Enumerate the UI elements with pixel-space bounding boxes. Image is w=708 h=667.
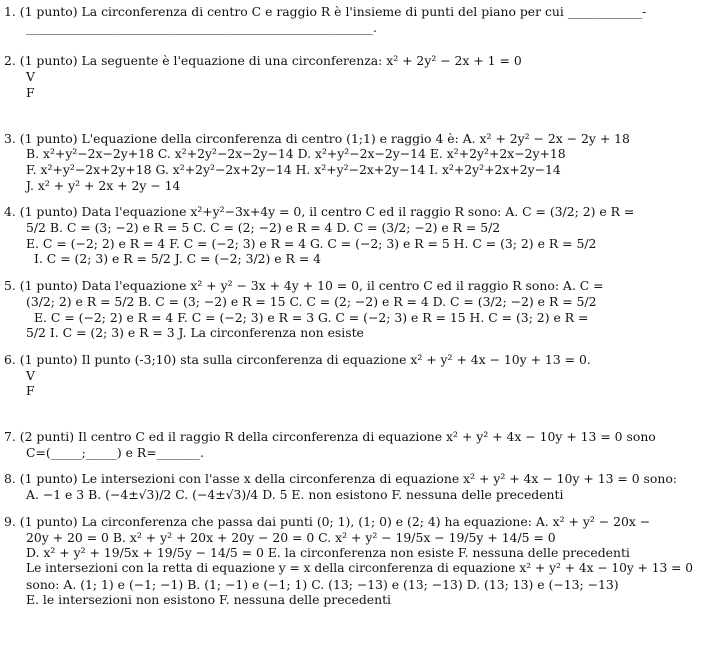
question-3-line-1: 3. (1 punto) L'equazione della circonferenza di centro (1;1) e raggio 4 è: A. x² + 2y² − 2x − 2y + 18: [4, 130, 630, 146]
question-4: [4, 204, 702, 267]
question-8-line-2: A. −1 e 3 B. (−4±√3)/2 C. (−4±√3)/4 D. 5 E. non esistono F. nessuna delle precedenti: [26, 487, 564, 503]
question-4-line-4: I. C = (2; 3) e R = 5/2 J. C = (−2; 3/2) e R = 4: [34, 251, 322, 267]
question-5-line-1: 5. (1 punto) Data l'equazione x² + y² − 3x + 4y + 10 = 0, il centro C ed il raggio R sono: A. C =: [4, 278, 604, 294]
question-9-line-6: E. le intersezioni non esistono F. nessuna delle precedenti: [26, 592, 392, 608]
question-2-option-true[interactable]: V: [26, 69, 35, 85]
question-9-line-2: 20y + 20 = 0 B. x² + y² + 20x + 20y − 20 = 0 C. x² + y² − 19/5x − 19/5y + 14/5 = 0: [26, 529, 556, 545]
question-3: [4, 131, 702, 194]
question-6-option-true[interactable]: V: [26, 367, 35, 383]
question-7-line-2: C=(_____;_____) e R=_______.: [26, 444, 204, 460]
question-2-option-false[interactable]: F: [26, 84, 35, 100]
question-7: [4, 429, 702, 460]
question-7-line-1: 7. (2 punti) Il centro C ed il raggio R della circonferenza di equazione x² + y² + 4x − 10y + 13 = 0 sono: [4, 429, 656, 445]
question-3-line-4: J. x² + y² + 2x + 2y − 14: [26, 177, 181, 193]
question-2-line-1: 2. (1 punto) La seguente è l'equazione di una circonferenza: x² + 2y² − 2x + 1 = 0: [4, 53, 522, 69]
question-9-line-5: sono: A. (1; 1) e (−1; −1) B. (1; −1) e (−1; 1) C. (13; −13) e (13; −13) D. (13; 13) e (−13; −13): [26, 576, 619, 592]
question-9-line-1: 9. (1 punto) La circonferenza che passa dai punti (0; 1), (1; 0) e (2; 4) ha equazione: A. x² + y² − 20x −: [4, 513, 651, 529]
question-8-line-1: 8. (1 punto) Le intersezioni con l'asse x della circonferenza di equazione x² + y² + 4x − 10y + 13 = 0 sono:: [4, 471, 677, 487]
question-5-line-3: E. C = (−2; 2) e R = 4 F. C = (−2; 3) e R = 3 G. C = (−2; 3) e R = 15 H. C = (3; 2) e R =: [34, 309, 589, 325]
question-1-line-1: 1. (1 punto) La circonferenza di centro C e raggio R è l'insieme di punti del piano per cui ____________-: [4, 4, 647, 19]
question-1: [4, 4, 702, 35]
question-6: [4, 352, 702, 368]
question-6-line-1: 6. (1 punto) Il punto (-3;10) sta sulla circonferenza di equazione x² + y² + 4x − 10y + 13 = 0.: [4, 351, 591, 367]
question-4-line-1: 4. (1 punto) Data l'equazione x²+y²−3x+4y = 0, il centro C ed il raggio R sono: A. C = (3/2; 2) e R =: [4, 204, 635, 220]
question-2: [4, 53, 702, 69]
question-5-line-4: 5/2 I. C = (2; 3) e R = 3 J. La circonferenza non esiste: [26, 325, 364, 341]
question-8: [4, 471, 702, 502]
question-1-line-2: ________________________________________________________.: [26, 19, 377, 35]
question-4-line-2: 5/2 B. C = (3; −2) e R = 5 C. C = (2; −2) e R = 4 D. C = (3/2; −2) e R = 5/2: [26, 220, 501, 236]
question-6-option-false[interactable]: F: [26, 383, 35, 399]
question-9: [4, 514, 702, 608]
question-5: [4, 278, 702, 341]
question-5-line-2: (3/2; 2) e R = 5/2 B. C = (3; −2) e R = 15 C. C = (2; −2) e R = 4 D. C = (3/2; −2) e R = 5/2: [26, 293, 597, 309]
question-9-line-3: D. x² + y² + 19/5x + 19/5y − 14/5 = 0 E. la circonferenza non esiste F. nessuna delle precedenti: [26, 545, 630, 561]
question-9-line-4: Le intersezioni con la retta di equazione y = x della circonferenza di equazione x² + y² + 4x − 10y + 13 = 0: [26, 560, 693, 575]
question-3-line-2: B. x²+y²−2x−2y+18 C. x²+2y²−2x−2y−14 D. x²+y²−2x−2y−14 E. x²+2y²+2x−2y+18: [26, 146, 566, 162]
question-3-line-3: F. x²+y²−2x+2y+18 G. x²+2y²−2x+2y−14 H. x²+y²−2x+2y−14 I. x²+2y²+2x+2y−14: [26, 161, 561, 177]
question-4-line-3: E. C = (−2; 2) e R = 4 F. C = (−2; 3) e R = 4 G. C = (−2; 3) e R = 5 H. C = (3; 2) e R = 5/2: [26, 235, 597, 251]
